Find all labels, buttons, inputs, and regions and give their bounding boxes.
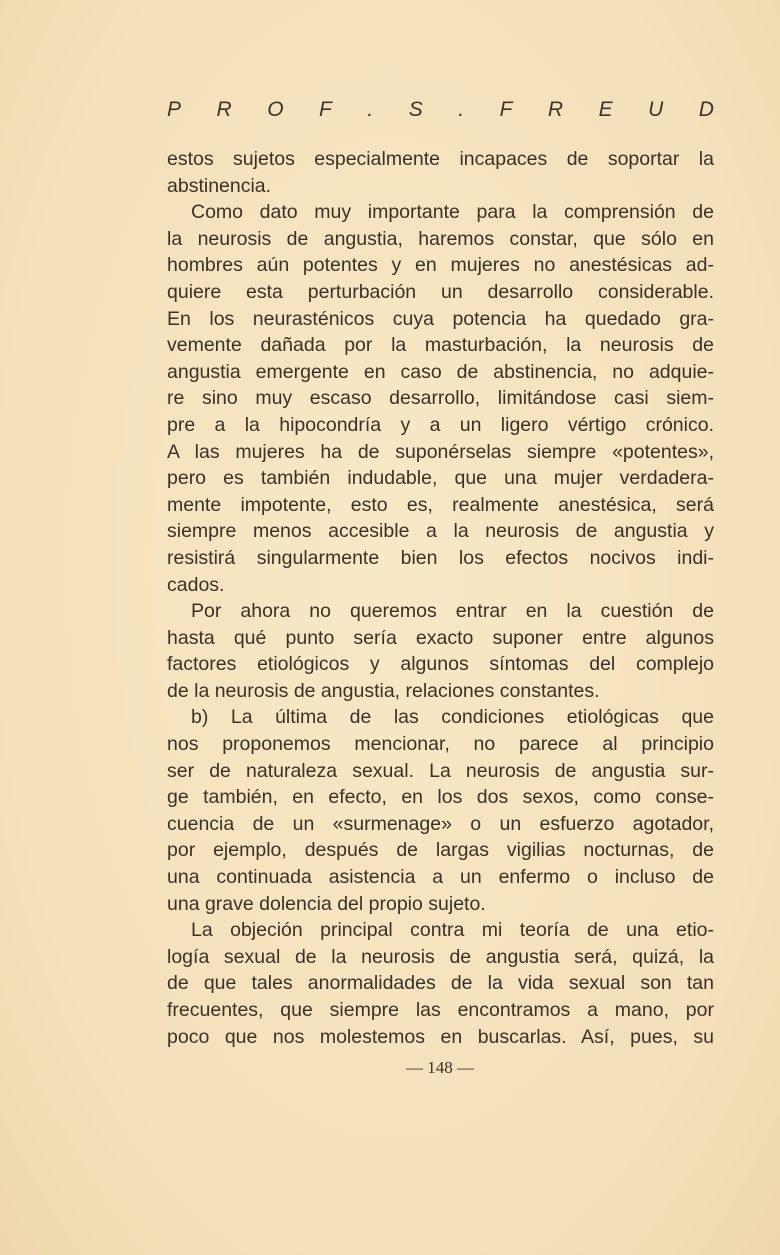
text-line: ser de naturaleza sexual. La neurosis de angustia sur- xyxy=(167,759,714,782)
text-line: nos proponemos mencionar, no parece al principio xyxy=(167,733,714,756)
running-head-letter: . xyxy=(458,98,465,121)
running-head-letter: R xyxy=(216,98,232,121)
running-head-letter: R xyxy=(547,98,564,121)
running-head xyxy=(167,98,714,122)
text-line: re sino muy escaso desarrollo, limitándose casi siem- xyxy=(167,387,714,410)
running-head-letter: O xyxy=(267,98,284,121)
text-line: una grave dolencia del propio sujeto. xyxy=(167,892,486,915)
text-line: factores etiológicos y algunos síntomas del complejo xyxy=(167,653,714,676)
text-line: la neurosis de angustia, haremos constar, que sólo en xyxy=(167,227,714,250)
text-line: siempre menos accesible a la neurosis de angustia y xyxy=(167,520,714,543)
text-line: ge también, en efecto, en los dos sexos, como conse- xyxy=(167,786,714,809)
body-text xyxy=(167,146,714,1050)
text-line: logía sexual de la neurosis de angustia será, quizá, la xyxy=(167,945,714,968)
text-line: frecuentes, que siempre las encontramos a mano, por xyxy=(167,999,714,1021)
running-head-letter: D xyxy=(698,98,714,121)
text-line: cuencia de un «surmenage» o un esfuerzo agotador, xyxy=(167,812,714,835)
text-line: pero es también indudable, que una mujer verdadera- xyxy=(167,467,714,490)
text-line: de la neurosis de angustia, relaciones constantes. xyxy=(167,679,600,702)
text-line: A las mujeres ha de suponérselas siempre «potentes», xyxy=(167,440,714,463)
text-line: una continuada asistencia a un enfermo o incluso de xyxy=(167,866,714,889)
text-line: poco que nos molestemos en buscarlas. Así, pues, su xyxy=(167,1025,714,1048)
text-line: mente impotente, esto es, realmente anestésica, será xyxy=(167,493,714,516)
text-line: de que tales anormalidades de la vida sexual son tan xyxy=(167,972,714,995)
text-line: La objeción principal contra mi teoría de una etio- xyxy=(191,919,714,942)
running-head-letter: . xyxy=(367,98,374,121)
text-line: hombres aún potentes y en mujeres no anestésicas ad- xyxy=(167,254,714,277)
text-line: vemente dañada por la masturbación, la neurosis de xyxy=(167,334,714,357)
text-line: En los neurasténicos cuya potencia ha quedado gra- xyxy=(167,307,714,330)
text-line: b) La última de las condiciones etiológicas que xyxy=(191,706,714,729)
text-line: quiere esta perturbación un desarrollo considerable. xyxy=(167,280,714,303)
page-number: — 148 — xyxy=(406,1058,474,1077)
text-line: pre a la hipocondría y a un ligero vértigo crónico. xyxy=(167,413,714,436)
text-line: hasta qué punto sería exacto suponer entre algunos xyxy=(167,626,714,649)
text-line: resistirá singularmente bien los efectos nocivos indi- xyxy=(167,546,714,569)
text-line: Por ahora no queremos entrar en la cuestión de xyxy=(191,600,714,623)
text-line: Como dato muy importante para la comprensión de xyxy=(191,201,714,224)
running-head-letter: U xyxy=(648,98,664,121)
running-head-letter: F xyxy=(499,98,513,121)
text-line: abstinencia. xyxy=(167,174,272,197)
running-head-letter: F xyxy=(319,98,332,121)
running-head-letter: S xyxy=(408,98,423,121)
running-head-letter: E xyxy=(598,98,613,121)
text-line: estos sujetos especialmente incapaces de soportar la xyxy=(167,148,714,170)
text-line: angustia emergente en caso de abstinencia, no adquie- xyxy=(167,360,714,383)
running-head-letter: P xyxy=(167,98,182,121)
text-line: por ejemplo, después de largas vigilias nocturnas, de xyxy=(167,839,714,862)
text-line: cados. xyxy=(167,573,225,596)
